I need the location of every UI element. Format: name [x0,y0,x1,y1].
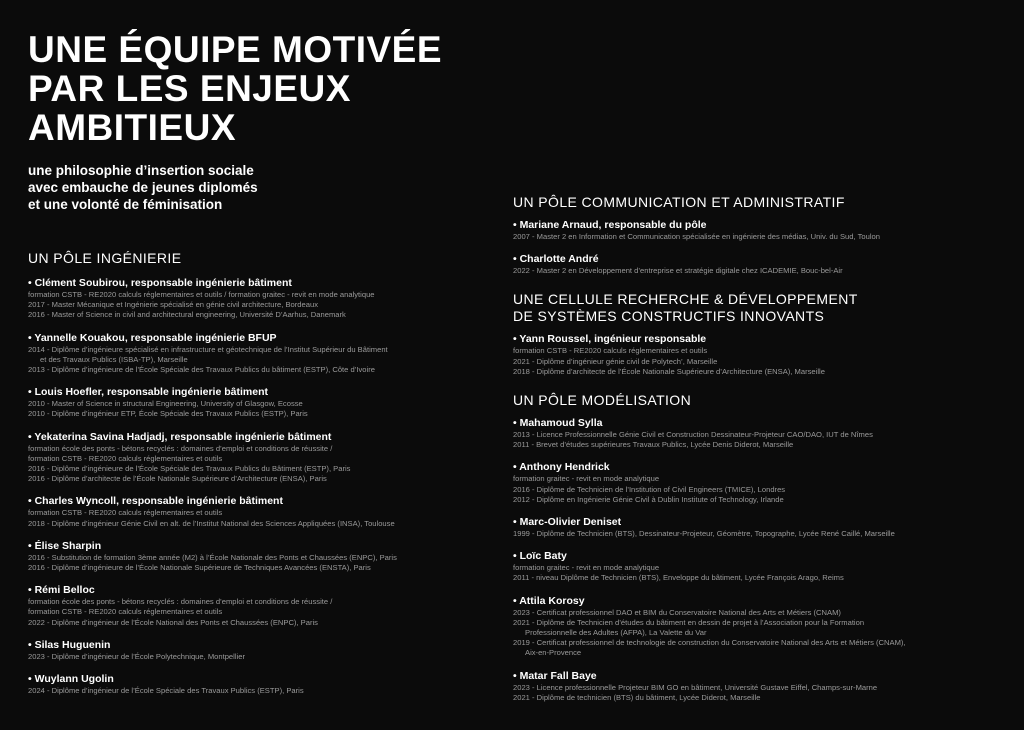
section-heading: UN PÔLE INGÉNIERIE [28,250,182,266]
page-title-line: PAR LES ENJEUX [28,68,351,109]
team-member-credential: 2021 - Diplôme d’ingénieur génie civil de Polytech’, Marseille [513,356,718,366]
team-member-credential: 2011 - Brevet d’études supérieures Travaux Publics, Lycée Denis Diderot, Marseille [513,440,794,450]
team-member-credential: 2023 - Diplôme d’ingénieur de l’École Polytechnique, Montpellier [28,651,245,661]
team-member-credential: formation école des ponts - bétons recyclés : domaines d’emploi et conditions de réussite / [28,443,333,453]
team-member-credential: 2013 - Diplôme d’ingénieure de l’École Spéciale des Travaux Publics du bâtiment (ESTP), Côte d’Ivoire [28,365,375,375]
subtitle-line: une philosophie d’insertion sociale [28,163,254,178]
team-section [513,392,1003,703]
team-member-credential: 2017 - Master Mécanique et Ingénierie spécialisé en génie civil architecture, Bordeaux [28,300,318,310]
team-member-name: • Yekaterina Savina Hadjadj, responsable ingénierie bâtiment [28,430,332,443]
team-member-credential: 2021 - Diplôme de technicien (BTS) du bâtiment, Lycée Diderot, Marseille [513,692,761,702]
team-member-name: • Louis Hoefler, responsable ingénierie bâtiment [28,386,268,399]
team-member-credential: 2016 - Diplôme d’architecte de l’École Nationale Supérieure d’Architecture (ENSA), Paris [28,474,327,484]
team-member-credential: 2019 - Certificat professionnel de technologie de construction du Conservatoire National des Arts et Métiers (CNAM), [513,638,906,648]
team-member-credential: 2013 - Licence Professionnelle Génie Civil et Construction Dessinateur-Projeteur CAO/DAO, IUT de Nîmes [513,430,873,440]
team-member-credential: 2023 - Licence professionnelle Projeteur BIM GO en bâtiment, Université Gustave Eiffel, Champs-sur-Marne [513,682,878,692]
team-section [513,194,1003,276]
team-member-name: • Loïc Baty [513,550,567,563]
section-heading: UNE CELLULE RECHERCHE & DÉVELOPPEMENT [513,291,858,308]
team-member [513,219,1003,242]
team-member [28,673,488,696]
team-member [28,277,488,321]
right-column [513,194,1003,703]
team-member-name: • Rémi Belloc [28,584,95,597]
team-member-name: • Charles Wyncoll, responsable ingénierie bâtiment [28,495,283,508]
team-member [513,253,1003,276]
team-member-credential: formation CSTB - RE2020 calculs réglementaires et outils [28,508,223,518]
team-member-credential: 2023 - Certificat professionnel DAO et BIM du Conservatoire National des Arts et Métiers (CNAM) [513,607,841,617]
team-member-credential: Aix-en-Provence [525,648,582,658]
team-member-credential: 2022 - Diplôme d’ingénieur de l’École National des Ponts et Chaussées (ENPC), Paris [28,617,318,627]
page-subtitle [28,162,258,213]
team-member [513,550,1003,583]
team-member-credential: 2016 - Diplôme de Technicien de l’Institution of Civil Engineers (TMICE), Londres [513,484,786,494]
left-column [28,250,488,696]
team-member [513,417,1003,450]
team-member [513,516,1003,539]
team-member [513,595,1003,659]
team-member-name: • Marc-Olivier Deniset [513,516,622,529]
subtitle-line: et une volonté de féminisation [28,197,223,212]
team-member [28,495,488,528]
team-member-credential: 2010 - Master of Science in structural Engineering, University of Glasgow, Ecosse [28,399,303,409]
team-member-name: • Silas Huguenin [28,638,111,651]
team-member-credential: formation école des ponts - bétons recyclés : domaines d’emploi et conditions de réussite / [28,597,333,607]
team-section [28,250,488,696]
team-member [28,584,488,628]
team-member-credential: 2012 - Diplôme en Ingénierie Génie Civil à Dublin Institute of Technology, Irlande [513,494,784,504]
section-heading: DE SYSTÈMES CONSTRUCTIFS INNOVANTS [513,308,825,325]
team-member-name: • Charlotte André [513,253,599,266]
team-member-name: • Mahamoud Sylla [513,417,603,430]
team-member-name: • Élise Sharpin [28,539,102,552]
page-title-line: UNE ÉQUIPE MOTIVÉE [28,29,443,70]
team-section [513,291,1003,377]
team-member-credential: et des Travaux Publics (ISBA-TP), Marseille [40,354,188,364]
team-member [513,461,1003,505]
subtitle-line: avec embauche de jeunes diplomés [28,180,258,195]
team-member-credential: 2007 - Master 2 en Information et Communication spécialisée en ingénierie des médias, Univ. du Sud, Toulon [513,232,880,241]
team-member-credential: 2011 - niveau Diplôme de Technicien (BTS), Enveloppe du bâtiment, Lycée François Arago, Reims [513,573,844,583]
team-member-credential: 2018 - Diplôme d’ingénieur Génie Civil en alt. de l’Institut National des Sciences Appliquées (INSA), Toulouse [28,518,395,528]
team-member-credential: formation graitec - revit en mode analytique [513,563,660,573]
team-member [28,332,488,376]
team-member [28,431,488,485]
team-member-credential: 2010 - Diplôme d’ingénieur ETP, École Spéciale des Travaux Publics (ESTP), Paris [28,409,308,419]
page-title [28,30,488,147]
team-member-credential: 2016 - Diplôme d’ingénieure de l’École Nationale Supérieure de Techniques Avancées (ENSTA), Paris [28,563,371,573]
team-member-credential: formation graitec - revit en mode analytique [513,474,660,484]
team-member-name: • Mariane Arnaud, responsable du pôle [513,219,707,231]
team-member-credential: 2021 - Diplôme de Technicien d’études du bâtiment en dessin de projet à l’Association pour la Formation [513,617,865,627]
team-member-name: • Matar Fall Baye [513,669,597,682]
team-member-name: • Yannelle Kouakou, responsable ingénierie BFUP [28,331,277,344]
team-member-credential: 2016 - Diplôme d’ingénieure de l’École Spéciale des Travaux Publics du Bâtiment (ESTP), Paris [28,464,351,474]
team-member [28,386,488,419]
team-member-credential: 2016 - Substitution de formation 3ème année (M2) à l’École Nationale des Ponts et Chaussées (ENPC), Paris [28,552,397,562]
team-member-name: • Anthony Hendrick [513,461,610,474]
team-member-name: • Clément Soubirou, responsable ingénierie bâtiment [28,277,292,289]
team-member [28,639,488,662]
team-member-credential: 2024 - Diplôme d’ingénieur de l’École Spéciale des Travaux Publics (ESTP), Paris [28,686,304,696]
team-member-credential: formation CSTB - RE2020 calculs réglementaires et outils [28,453,223,463]
team-member [513,670,1003,703]
team-member [28,540,488,573]
section-heading: UN PÔLE MODÉLISATION [513,392,692,409]
team-member-credential: Professionnelle des Adultes (AFPA), La Valette du Var [525,628,707,638]
team-member-credential: 1999 - Diplôme de Technicien (BTS), Dessinateur-Projeteur, Géomètre, Topographe, Lycée René Caillé, Marseille [513,529,895,539]
section-heading: UN PÔLE COMMUNICATION ET ADMINISTRATIF [513,194,845,210]
team-member-credential: 2022 - Master 2 en Développement d’entreprise et stratégie digitale chez ICADEMIE, Bouc-bel-Air [513,266,843,276]
team-member-name: • Attila Korosy [513,594,585,607]
team-member-credential: 2018 - Diplôme d’architecte de l’École Nationale Supérieure d’Architecture (ENSA), Marseille [513,366,825,376]
team-member-credential: formation CSTB - RE2020 calculs réglementaires et outils / formation graitec - revit en mode analytique [28,290,375,299]
team-member-name: • Wuylann Ugolin [28,673,114,686]
team-member-credential: formation CSTB - RE2020 calculs réglementaires et outils [28,607,223,617]
team-member-credential: 2016 - Master of Science in civil and architectural engineering, Université D’Aarhus, Danemark [28,310,346,320]
team-member-credential: formation CSTB - RE2020 calculs réglementaires et outils [513,346,708,356]
page-title-line: AMBITIEUX [28,107,236,148]
team-member-credential: 2014 - Diplôme d’ingénieure spécialisé en infrastructure et géotechnique de l’Institut Supérieur du Bâtiment [28,344,388,354]
team-member [513,333,1003,377]
team-member-name: • Yann Roussel, ingénieur responsable [513,333,707,346]
